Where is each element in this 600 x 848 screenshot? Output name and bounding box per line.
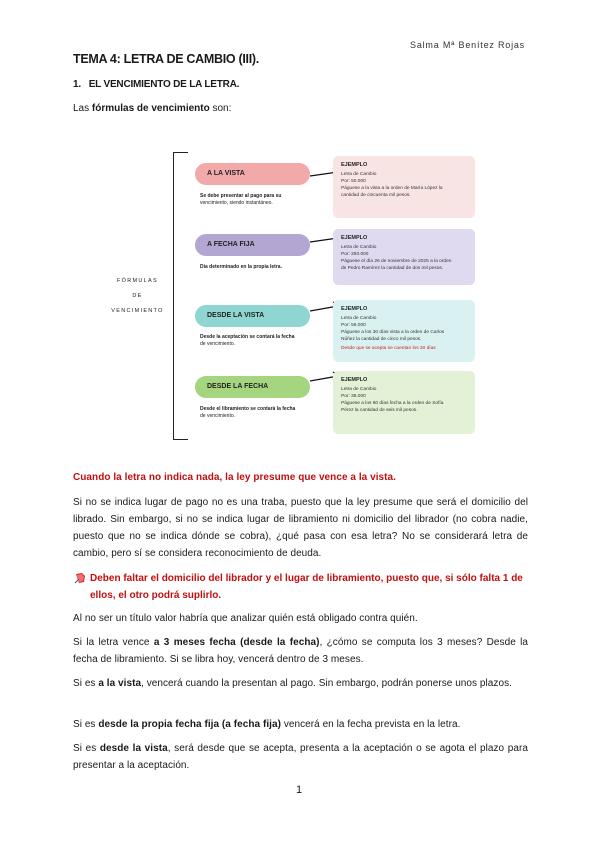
pill-a-fecha-fija: A FECHA FIJA (195, 234, 310, 256)
example-box-a-fecha-fija: EJEMPLO Letra de Cambio Por: 250.000 Páguese el día 26 de noviembre de 2025 a la orden de Pedro Ramírez la cantidad de dos mil pesos. (333, 229, 475, 285)
pin-icon (73, 571, 87, 585)
desc-desde-la-fecha: Desde el libramiento se contará la fecha de vencimiento. (200, 406, 296, 419)
bullet-note: Deben faltar el domicilio del librador y el lugar de libramiento, puesto que, si sólo falta 1 de ellos, el otro podrá suplirlo. (73, 570, 528, 604)
paragraph-desde-la-vista: Si es desde la vista, será desde que se acepta, presenta a la aceptación o se agota el plazo para presentar a la aceptación. (73, 743, 528, 771)
section-heading (73, 79, 239, 90)
section-number: 1. (73, 79, 81, 90)
section-title: EL VENCIMIENTO DE LA LETRA. (88, 79, 240, 90)
desc-a-la-vista: Se debe presentar al pago para su vencimiento, siendo instantáneo. (200, 193, 282, 206)
desc-a-fecha-fija: Día determinado en la propia letra. (200, 264, 282, 270)
paragraph-a-la-vista: Si es a la vista, vencerá cuando la presentan al pago. Sin embargo, podrán ponerse unos plazos. (73, 678, 512, 689)
example-box-desde-la-fecha: EJEMPLO Letra de Cambio Por: 36.000 Páguese a los 60 días fecha a la orden de Sofía Pérez la cantidad de seis mil pesos. (333, 371, 475, 434)
page-title: TEMA 4: LETRA DE CAMBIO (III). (73, 52, 259, 66)
example-box-a-la-vista: EJEMPLO Letra de Cambio Por: 50.000 Páguese a la vista a la orden de María López la cantidad de cincuenta mil pesos. (333, 156, 475, 218)
paragraph-3-meses: Si la letra vence a 3 meses fecha (desde la fecha), ¿cómo se computa los 3 meses? Desde la fecha de libramiento. Si se libra hoy, vencerá dentro de 3 meses. (73, 637, 529, 665)
author-name: Salma Mª Benítez Rojas (410, 40, 525, 50)
intro-bold: fórmulas de vencimiento (91, 103, 210, 114)
desc-desde-la-vista: Desde la aceptación se contará la fecha de vencimiento. (200, 334, 295, 347)
example-note: Desde que se acepta se cuentan los 30 días (341, 346, 436, 351)
highlight-statement: Cuando la letra no indica nada, la ley presume que vence a la vista. (73, 472, 396, 483)
paragraph-titulo-valor: Al no ser un título valor habría que analizar quién está obligado contra quién. (73, 613, 418, 624)
pill-desde-la-vista: DESDE LA VISTA (195, 305, 310, 327)
diagram-side-label-1: FÓRMULAS (117, 278, 158, 284)
paragraph-fecha-fija: Si es desde la propia fecha fija (a fecha fija) vencerá en la fecha prevista en la letra. (73, 719, 461, 730)
diagram-bracket (173, 152, 188, 440)
paragraph-lugar-pago: Si no se indica lugar de pago no es una traba, puesto que la ley presume que será el domicilio del librado. Sin embargo, si no se indica lugar de libramiento ni domicilio del librador (no cobra nadie, puesto que no se indica dónde se cobra), ¿qué pasa con esa letra? No se considerará letra de cambio, pero sí se considera reconocimiento de deuda. (73, 497, 528, 559)
diagram-side-label-2: DE (132, 293, 143, 299)
page-number: 1 (296, 784, 303, 796)
example-box-desde-la-vista: EJEMPLO Letra de Cambio Por: 56.000 Páguese a los 30 días vista a la orden de Carlos Núñez la cantidad de cinco mil pesos. Desde que se acepta se cuentan los 30 días (333, 300, 475, 362)
diagram-side-label-3: VENCIMIENTO (111, 308, 164, 314)
pill-a-la-vista: A LA VISTA (195, 163, 310, 185)
pill-desde-la-fecha: DESDE LA FECHA (195, 376, 310, 398)
intro-text: Las fórmulas de vencimiento son: (73, 103, 232, 114)
